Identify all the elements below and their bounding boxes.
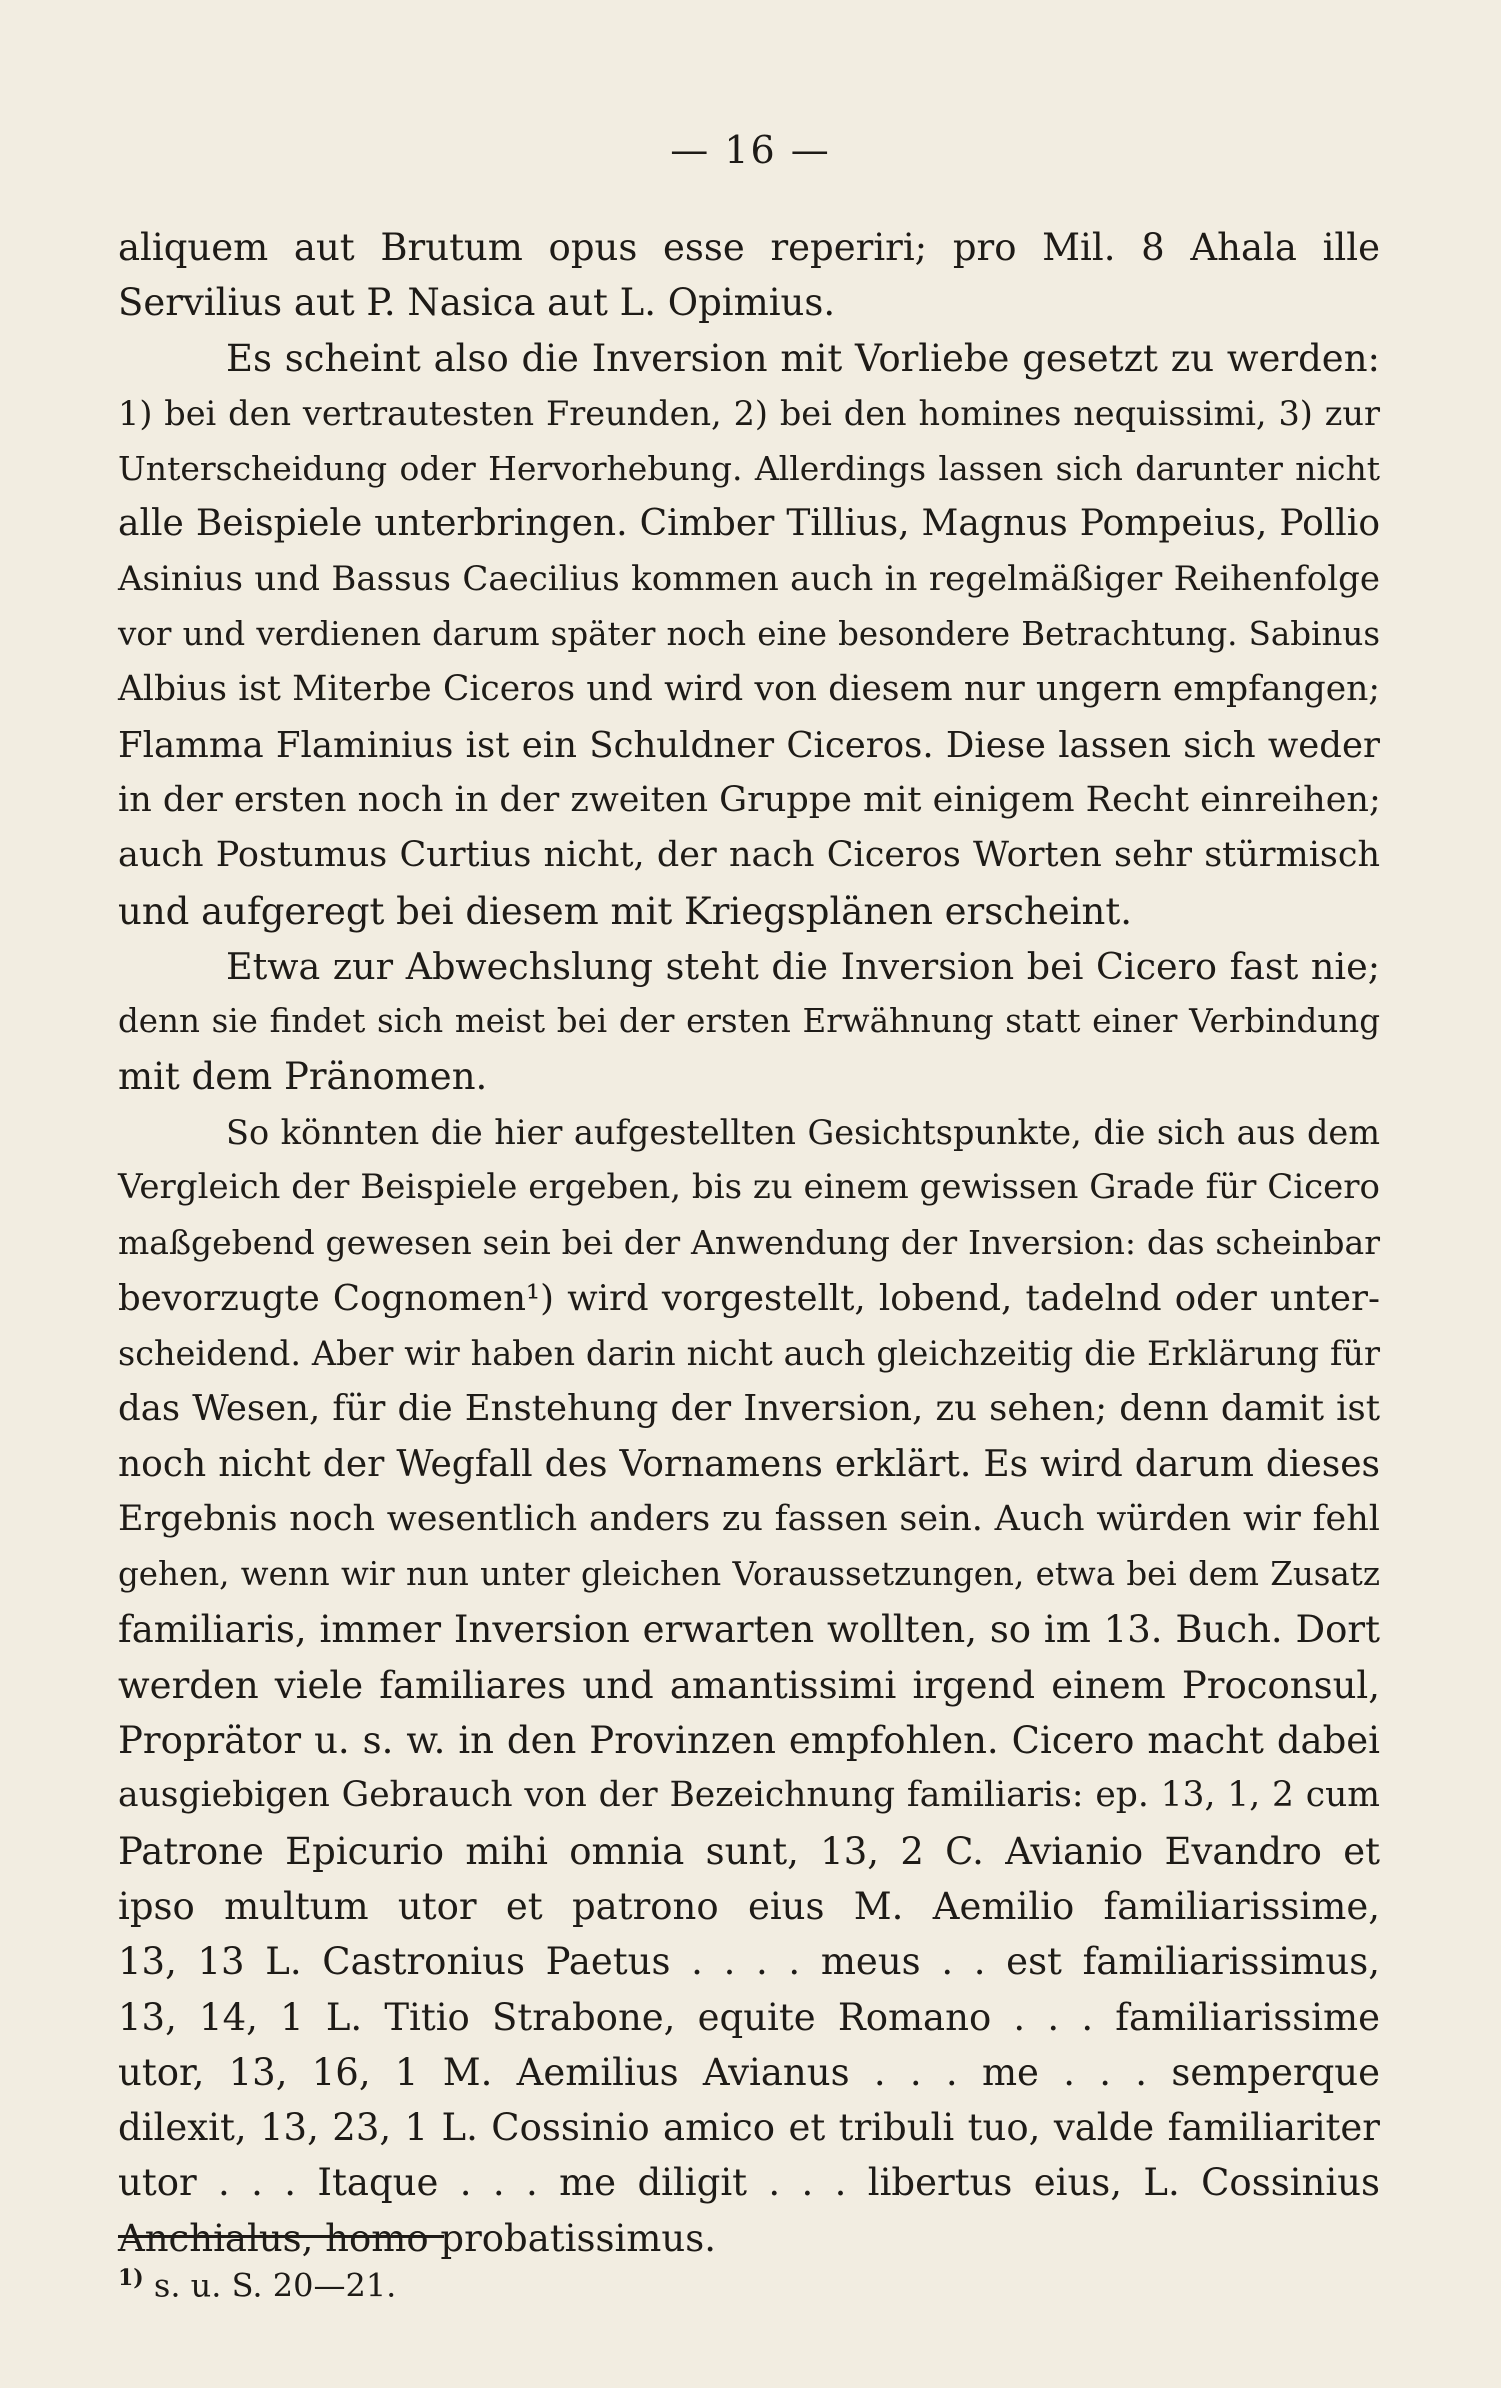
text-line: mit dem Pränomen.: [118, 1055, 488, 1099]
footnote-text: s. u. S. 20—21.: [153, 2266, 397, 2305]
text-line: Asinius und Bassus Caecilius kommen auch in regelmäßiger Reihenfolge: [118, 558, 1380, 599]
text-line: auch Postumus Curtius nicht, der nach Ciceros Worten sehr stürmisch: [118, 835, 1380, 876]
text-line: noch nicht der Wegfall des Vornamens erklärt. Es wird darum dieses: [118, 1443, 1380, 1485]
text-line: 13, 14, 1 L. Titio Strabone, equite Romano . . . familiarissime: [118, 1995, 1380, 2039]
text-line: 13, 13 L. Castronius Paetus . . . . meus . . est familiarissimus,: [118, 1940, 1380, 1984]
text-line: denn sie findet sich meist bei der ersten Erwähnung statt einer Verbindung: [118, 1002, 1380, 1041]
text-line: 1) bei den vertrautesten Freunden, 2) bei den homines nequissimi, 3) zur: [118, 393, 1380, 433]
text-line: Etwa zur Abwechslung steht die Inversion bei Cicero fast nie;: [226, 944, 1380, 988]
text-line: ausgiebigen Gebrauch von der Bezeichnung familiaris: ep. 13, 1, 2 cum: [118, 1775, 1380, 1816]
text-line: Vergleich der Beispiele ergeben, bis zu einem gewissen Grade für Cicero: [118, 1167, 1380, 1208]
text-line: aliquem aut Brutum opus esse reperiri; pro Mil. 8 Ahala ille: [118, 226, 1380, 269]
text-line: Es scheint also die Inversion mit Vorliebe gesetzt zu werden:: [226, 336, 1380, 380]
text-line: gehen, wenn wir nun unter gleichen Voraussetzungen, etwa bei dem Zusatz: [118, 1555, 1380, 1594]
text-line: Unterscheidung oder Hervorhebung. Allerdings lassen sich darunter nicht: [118, 449, 1380, 489]
text-line: Ergebnis noch wesentlich anders zu fassen sein. Auch würden wir fehl: [118, 1498, 1380, 1539]
text-line: Flamma Flaminius ist ein Schuldner Ciceros. Diese lassen sich weder: [118, 724, 1380, 766]
text-line: So könnten die hier aufgestellten Gesichtspunkte, die sich aus dem: [226, 1112, 1380, 1152]
text-line: bevorzugte Cognomen¹) wird vorgestellt, lobend, tadelnd oder unter-: [118, 1277, 1380, 1319]
footnote: [118, 2265, 396, 2305]
text-line: Proprätor u. s. w. in den Provinzen empfohlen. Cicero macht dabei: [118, 1719, 1380, 1763]
text-line: in der ersten noch in der zweiten Gruppe mit einigem Recht einreihen;: [118, 779, 1381, 820]
text-line: maßgebend gewesen sein bei der Anwendung der Inversion: das scheinbar: [118, 1223, 1380, 1263]
text-line: alle Beispiele unterbringen. Cimber Tillius, Magnus Pompeius, Pollio: [118, 503, 1380, 545]
text-line: Albius ist Miterbe Ciceros und wird von diesem nur ungern empfangen;: [118, 669, 1380, 710]
text-line: Servilius aut P. Nasica aut L. Opimius.: [118, 281, 836, 325]
text-line: familiaris, immer Inversion erwarten wollten, so im 13. Buch. Dort: [118, 1608, 1380, 1652]
text-line: und aufgeregt bei diesem mit Kriegsplänen erscheint.: [118, 889, 1132, 933]
footnote-divider: [118, 2235, 444, 2238]
text-line: werden viele familiares und amantissimi irgend einem Proconsul,: [118, 1663, 1380, 1707]
text-line: utor . . . Itaque . . . me diligit . . . libertus eius, L. Cossinius: [118, 2161, 1380, 2205]
text-line: scheidend. Aber wir haben darin nicht auch gleichzeitig die Erklärung für: [118, 1333, 1380, 1373]
text-line: das Wesen, für die Enstehung der Inversion, zu sehen; denn damit ist: [118, 1388, 1380, 1430]
text-line: Patrone Epicurio mihi omnia sunt, 13, 2 C. Avianio Evandro et: [118, 1829, 1380, 1873]
text-line: ipso multum utor et patrono eius M. Aemilio familiarissime,: [118, 1884, 1380, 1928]
text-line: Anchialus, homo probatissimus.: [118, 2216, 716, 2260]
text-line: vor und verdienen darum später noch eine besondere Betrachtung. Sabinus: [118, 615, 1380, 654]
text-line: dilexit, 13, 23, 1 L. Cossinio amico et tribuli tuo, valde familiariter: [118, 2106, 1380, 2150]
body-text: [118, 220, 1380, 2266]
text-line: utor, 13, 16, 1 M. Aemilius Avianus . . . me . . . semperque: [118, 2050, 1380, 2094]
footnote-marker: 1): [118, 2265, 144, 2291]
page-number: — 16 —: [670, 128, 831, 172]
